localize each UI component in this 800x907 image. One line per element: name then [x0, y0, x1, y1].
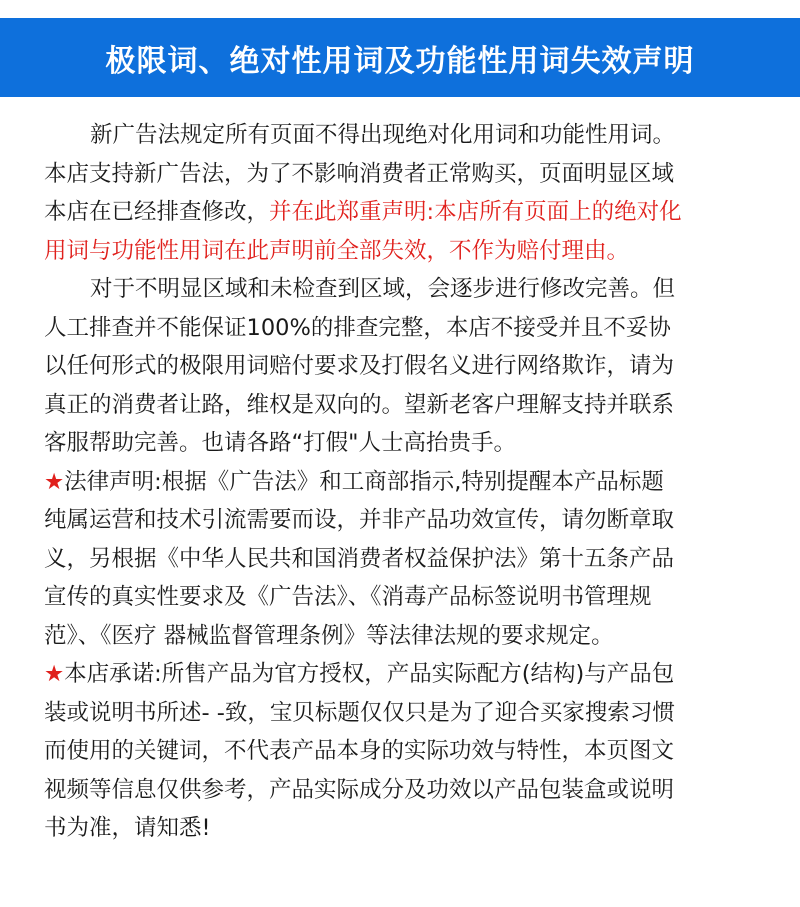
p1-line-1: 新广告法规定所有页面不得出现绝对化用词和功能性用词。 — [90, 122, 676, 148]
statement-body — [44, 116, 756, 848]
star-icon: ★ — [44, 661, 65, 687]
legal-line-2: 纯属运营和技术引流需要而设，并非产品功效宣传，请勿断章取 — [44, 507, 675, 533]
promise-line-4: 视频等信息仅供参考，产品实际成分及功效以产品包装盒或说明 — [44, 776, 675, 803]
promise-line-1-text: 本店承诺:所售产品为官方授权，产品实际配方(结构)与产品包 — [64, 661, 675, 687]
promise-line-3: 而使用的关键词，不代表产品本身的实际功效与特性，本页图文 — [44, 738, 675, 764]
promise-line-5: 书为准，请知悉! — [44, 815, 211, 841]
legal-line-1 — [44, 463, 756, 502]
p1-line-3-normal: 本店在已经排查修改， — [44, 199, 270, 225]
page-title: 极限词、绝对性用词及功能性用词失效声明 — [105, 43, 695, 79]
legal-line-5: 范》、《医疗 器械监督管理条例》等法律法规的要求规定。 — [44, 622, 614, 649]
p2-line-4: 真正的消费者让路，维权是双向的。望新老客户理解支持并联系 — [44, 391, 675, 418]
legal-line-4: 宣传的真实性要求及《广告法》、《消毒产品标签说明书管理规 — [44, 584, 652, 610]
legal-line-3: 义，另根据《中华人民共和国消费者权益保护法》第十五条产品 — [44, 545, 675, 572]
promise-line-1 — [44, 655, 756, 694]
p2-line-5: 客服帮助完善。也请各路“打假"人士高抬贵手。 — [44, 430, 517, 456]
p1-line-2: 本店支持新广告法，为了不影响消费者正常购买，页面明显区域 — [44, 160, 675, 187]
p2-line-1: 对于不明显区域和未检查到区域，会逐步进行修改完善。但 — [90, 276, 676, 302]
legal-line-1-text: 法律声明:根据《广告法》和工商部指示,特别提醒本产品标题 — [64, 468, 664, 495]
p2-line-3: 以任何形式的极限用词赔付要求及打假名义进行网络欺诈，请为 — [44, 353, 675, 379]
title-banner — [0, 18, 800, 97]
star-icon: ★ — [44, 468, 65, 495]
p2-line-2: 人工排查并不能保证100%的排查完整，本店不接受并且不妥协 — [44, 314, 671, 341]
promise-line-2: 装或说明书所述- -致，宝贝标题仅仅只是为了迎合买家搜索习惯 — [44, 699, 675, 726]
p1-line-4-highlight: 用词与功能性用词在此声明前全部失效，不作为赔付理由。 — [44, 237, 630, 264]
p1-line-3-highlight: 并在此郑重声明:本店所有页面上的绝对化 — [269, 199, 682, 225]
p1-line-3 — [44, 193, 756, 232]
